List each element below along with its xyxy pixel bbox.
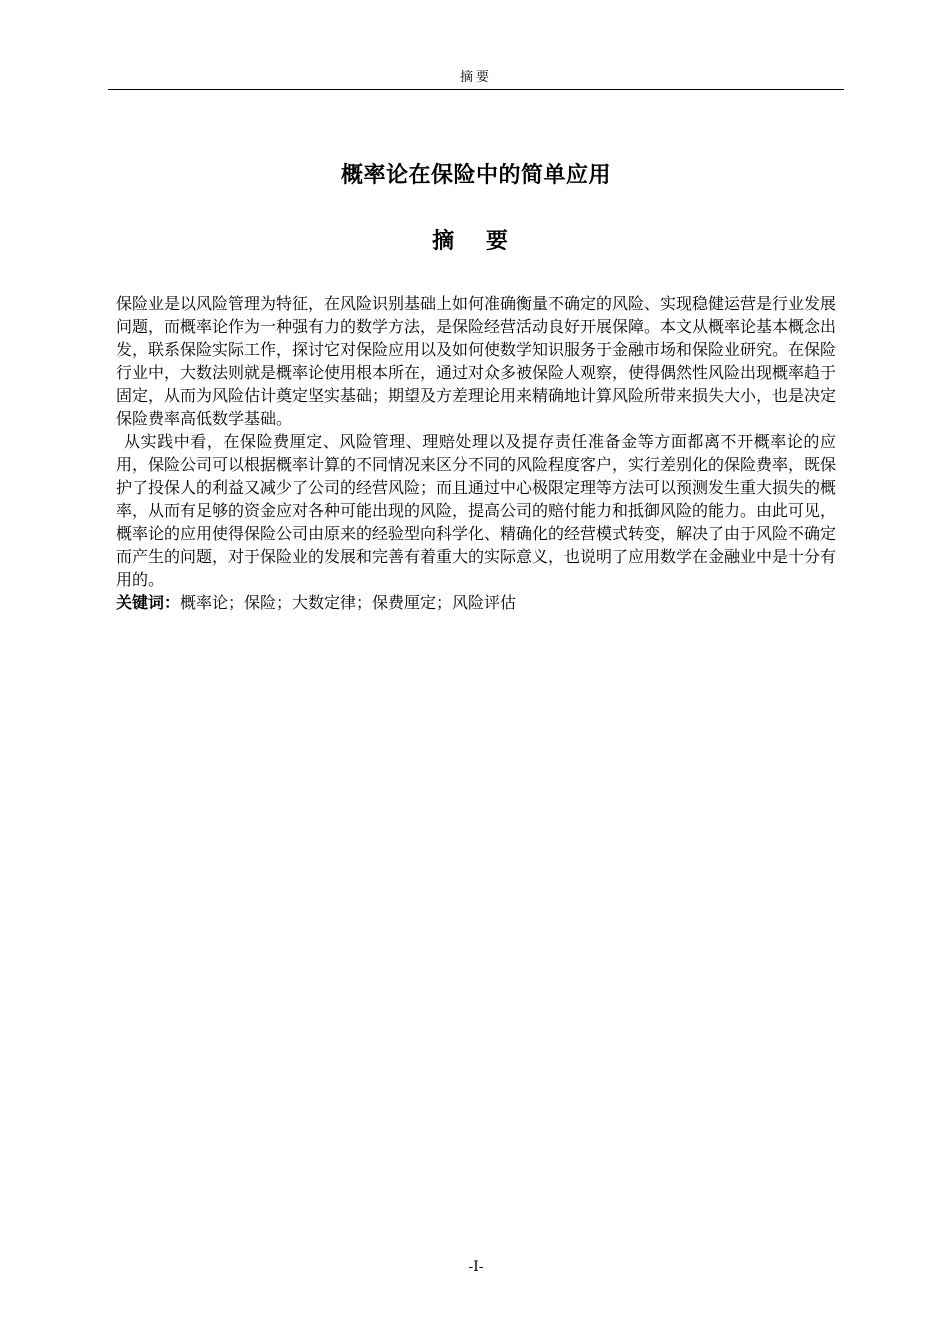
document-title: 概率论在保险中的简单应用 (340, 163, 611, 188)
page-number: -I- (468, 1259, 484, 1275)
abstract-paragraph-2: 从实践中看，在保险费厘定、风险管理、理赔处理以及提存责任准备金等方面都离不开概率论的应用，保险公司可以根据概率计算的不同情况来区分不同的风险程度客户，实行差别化的保险费率，既保护了投保人的利益又减少了公司的经营风险；而且通过中心极限定理等方法可以预测发生重大损失的概率，从而有足够的资金应对各种可能出现的风险，提高公司的赔付能力和抵御风险的能力。由此可见，概率论的应用使得保险公司由原来的经验型向科学化、精确化的经营模式转变，解决了由于风险不确定而产生的问题，对于保险业的发展和完善有着重大的实际意义，也说明了应用数学在金融业中是十分有用的。 (116, 432, 837, 589)
abstract-heading: 摘 要 (432, 229, 520, 254)
keywords-list: 概率论；保险；大数定律；保费厘定；风险评估 (180, 593, 517, 612)
running-header: 摘要 (459, 70, 492, 85)
header-divider (108, 89, 844, 90)
abstract-body (116, 292, 836, 614)
keywords-line (116, 591, 836, 614)
keywords-label: 关键词： (116, 593, 181, 612)
abstract-paragraph-1: 保险业是以风险管理为特征，在风险识别基础上如何准确衡量不确定的风险、实现稳健运营是行业发展问题，而概率论作为一种强有力的数学方法，是保险经营活动良好开展保障。本文从概率论基本概念出发，联系保险实际工作，探讨它对保险应用以及如何使数学知识服务于金融市场和保险业研究。在保险行业中，大数法则就是概率论使用根本所在，通过对众多被保险人观察，使得偶然性风险出现概率趋于固定，从而为风险估计奠定坚实基础；期望及方差理论用来精确地计算风险所带来损失大小，也是决定保险费率高低数学基础。 (116, 294, 837, 428)
